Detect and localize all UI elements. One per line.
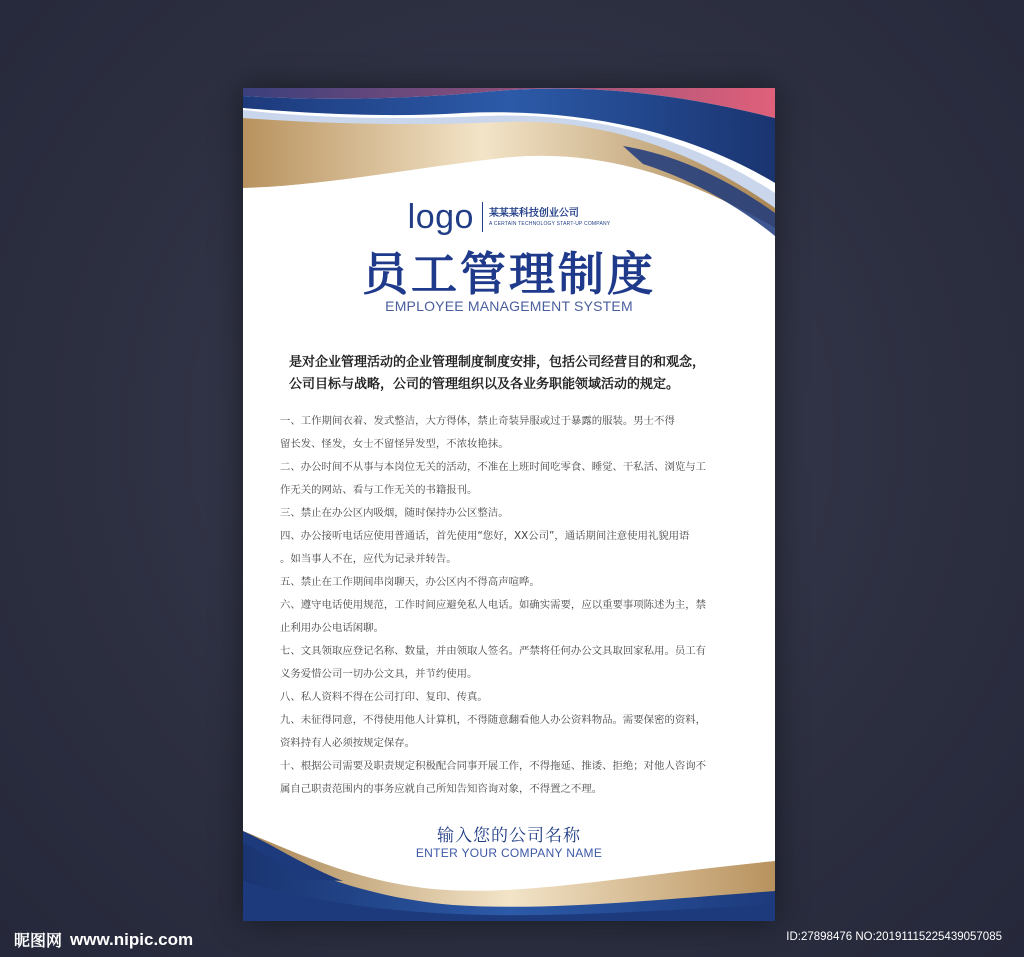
title-english: EMPLOYEE MANAGEMENT SYSTEM [385,298,633,314]
rule-line: 五、禁止在工作期间串岗聊天，办公区内不得高声喧哗。 [280,576,540,588]
rule-line: 四、办公接听电话应使用普通话，首先使用“您好，XX公司”，通话期间注意使用礼貌用语 [280,530,690,542]
watermark-site-name: 昵图网 [14,931,63,950]
watermark-site [14,928,193,951]
intro-line: 是对企业管理活动的企业管理制度制度安排，包括公司经营目的和观念， [289,355,706,370]
footer-company-name-cn: 输入您的公司名称 [437,826,581,846]
rule-line: 止利用办公电话闲聊。 [280,622,384,634]
company-name-en: A CERTAIN TECHNOLOGY START-UP COMPANY [488,220,611,227]
rule-line: 留长发、怪发，女士不留怪异发型，不浓妆艳抹。 [280,438,509,450]
rule-line: 义务爱惜公司一切办公文具，并节约使用。 [280,668,478,680]
rule-line: 六、遵守电话使用规范，工作时间应避免私人电话。如确实需要，应以重要事项陈述为主，禁 [280,599,707,611]
rule-line: 。如当事人不在，应代为记录并转告。 [280,553,457,565]
image-id-text: ID:27898476 NO:20191115225439057085 [786,931,1002,943]
company-name-cn: 某某某科技创业公司 [488,207,579,219]
logo: logo [407,198,474,236]
intro-paragraph [289,352,739,396]
intro-line: 公司目标与战略，公司的管理组织以及各业务职能领域活动的规定。 [289,377,680,392]
rule-line: 七、文具领取应登记名称、数量，并由领取人签名。严禁将任何办公文具取回家私用。员工有 [280,645,707,657]
title-chinese: 员工管理制度 [362,247,656,301]
poster [243,88,775,921]
watermark-url: www.nipic.com [70,929,194,949]
rules-list [280,410,740,801]
rule-line: 八、私人资料不得在公司打印、复印、传真。 [280,691,488,703]
rule-line: 一、工作期间衣着、发式整洁，大方得体，禁止奇装异服或过于暴露的服装。男士不得 [280,415,675,427]
rule-line: 资料持有人必须按规定保存。 [280,737,416,749]
footer-company-name-en: ENTER YOUR COMPANY NAME [415,846,603,860]
rule-line: 十、根据公司需要及职责规定积极配合同事开展工作，不得拖延、推诿、拒绝；对他人咨询不 [280,760,707,772]
logo-divider [482,202,483,232]
rule-line: 作无关的网站、看与工作无关的书籍报刊。 [280,484,478,496]
rule-line: 属自己职责范围内的事务应就自己所知告知咨询对象，不得置之不理。 [280,783,603,795]
logo-row [243,200,775,234]
company-block [489,207,610,228]
rule-line: 九、未征得同意，不得使用他人计算机，不得随意翻看他人办公资料物品。需要保密的资料， [280,714,707,726]
rule-line: 三、禁止在办公区内吸烟，随时保持办公区整洁。 [280,507,509,519]
rule-line: 二、办公时间不从事与本岗位无关的活动，不准在上班时间吃零食、睡觉、干私活、浏览与工 [280,461,707,473]
